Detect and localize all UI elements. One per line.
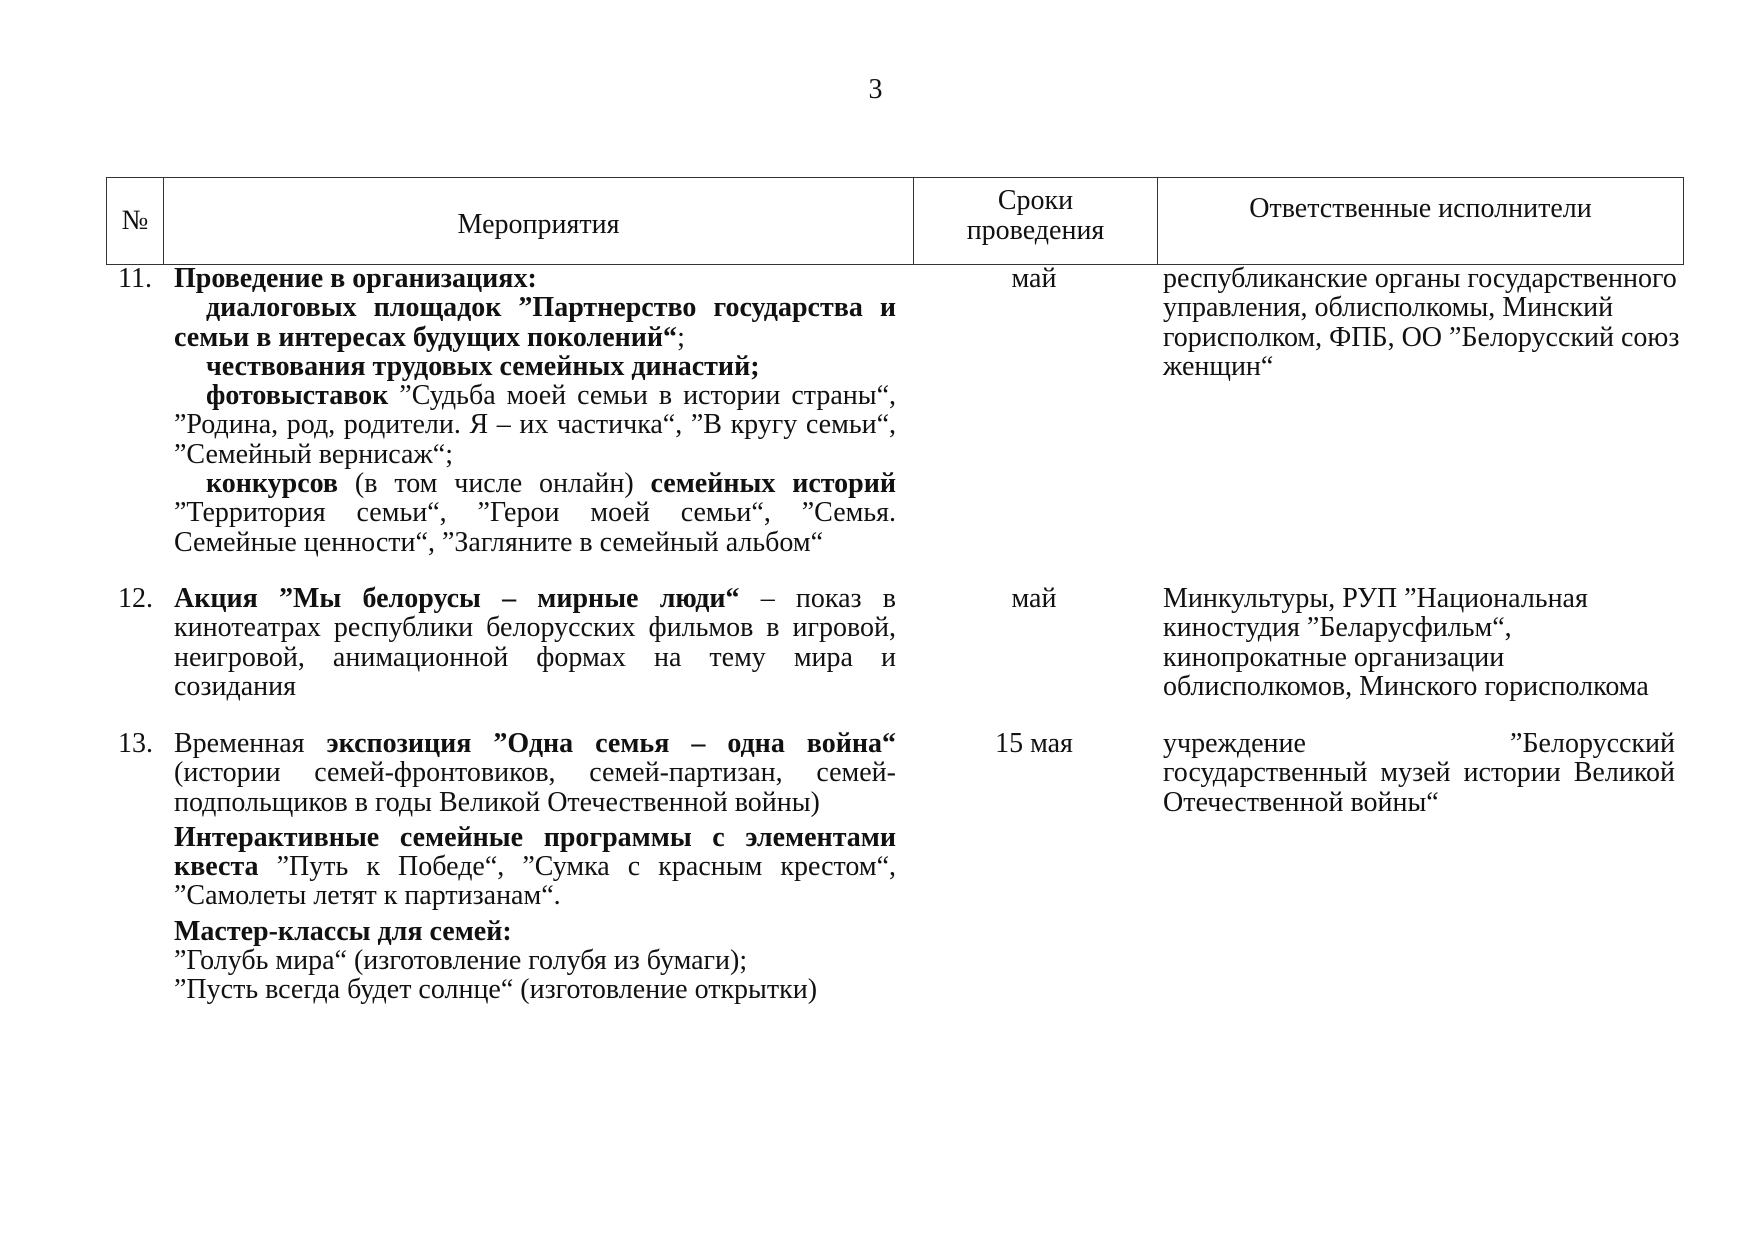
row-activities [174,264,896,557]
row-responsible: учреждение ”Белорусский государственный музей истории Великой Отечественной войны“ [1163,728,1675,818]
activity-text: (в том числе онлайн) [338,468,651,500]
header-dates [914,178,1158,264]
activity-heading: Интерактивные семейные программы с элементами квеста [174,821,896,883]
header-responsible: Ответственные исполнители [1249,193,1592,224]
row-date: 15 мая [995,728,1073,759]
row-number: 12. [118,583,153,614]
row-responsible: республиканские органы государственного управления, облисполкомы, Минский горисполком, ФПБ, ОО ”Белорусский союз женщин“ [1163,263,1680,382]
row-activities [174,584,896,701]
row-number: 13. [118,728,153,759]
row-responsible: Минкультуры, РУП ”Национальная киностудия ”Беларусфильм“, кинопрокатные организации облисполкомов, Минского горисполкома [1163,583,1649,702]
row-number: 11. [118,263,152,294]
activity-heading: Проведение в организациях: [174,263,537,294]
activity-text: ”Территория семьи“, ”Герои моей семьи“, ”Семья. Семейные ценности“, ”Загляните в семейный альбом“ [174,497,896,558]
activity-text: ”Судьба моей семьи в истории страны“, ”Родина, род, родители. Я – их частичка“, ”В кругу семьи“, ”Семейный вернисаж“; [174,380,896,470]
activity-item: экспозиция ”Одна семья – одна война“ [326,728,897,759]
activity-text: ”Путь к Победе“, ”Сумка с красным крестом“, ”Самолеты летят к партизанам“. [174,851,896,912]
header-dates-label: Сроки проведения [966,185,1105,246]
activity-item: фотовыставок [206,380,389,412]
activity-item: конкурсов [206,468,339,500]
header-number: № [107,178,164,264]
activity-text: ”Голубь мира“ (изготовление голубя из бумаги); [174,945,748,977]
activity-item: чествования трудовых семейных династий; [206,350,760,382]
activity-item: диалоговых площадок ”Партнерство государства и семьи в интересах будущих поколений“ [174,292,896,353]
activity-text: (истории семей-фронтовиков, семей-партизан, семей-подпольщиков в годы Великой Отечественной войны) [174,757,896,818]
activity-heading: Мастер-классы для семей: [174,915,512,947]
activity-text: ”Пусть всегда будет солнце“ (изготовление открытки) [174,974,818,1006]
activity-text: ; [677,321,685,353]
page-number: 3 [868,74,883,105]
row-activities [174,729,896,1005]
activity-text: Временная [174,728,327,759]
row-date: май [1011,263,1057,294]
row-date: май [1011,583,1057,614]
activity-text: – показ в кинотеатрах республики белорусских фильмов в игровой, неигровой, анимационной формах на тему мира и созидания [174,583,896,702]
table-header [106,177,1684,265]
activity-item: семейных историй [650,468,896,500]
activity-heading: Акция ”Мы белорусы – мирные люди“ [174,583,740,614]
header-activities: Мероприятия [164,178,914,264]
